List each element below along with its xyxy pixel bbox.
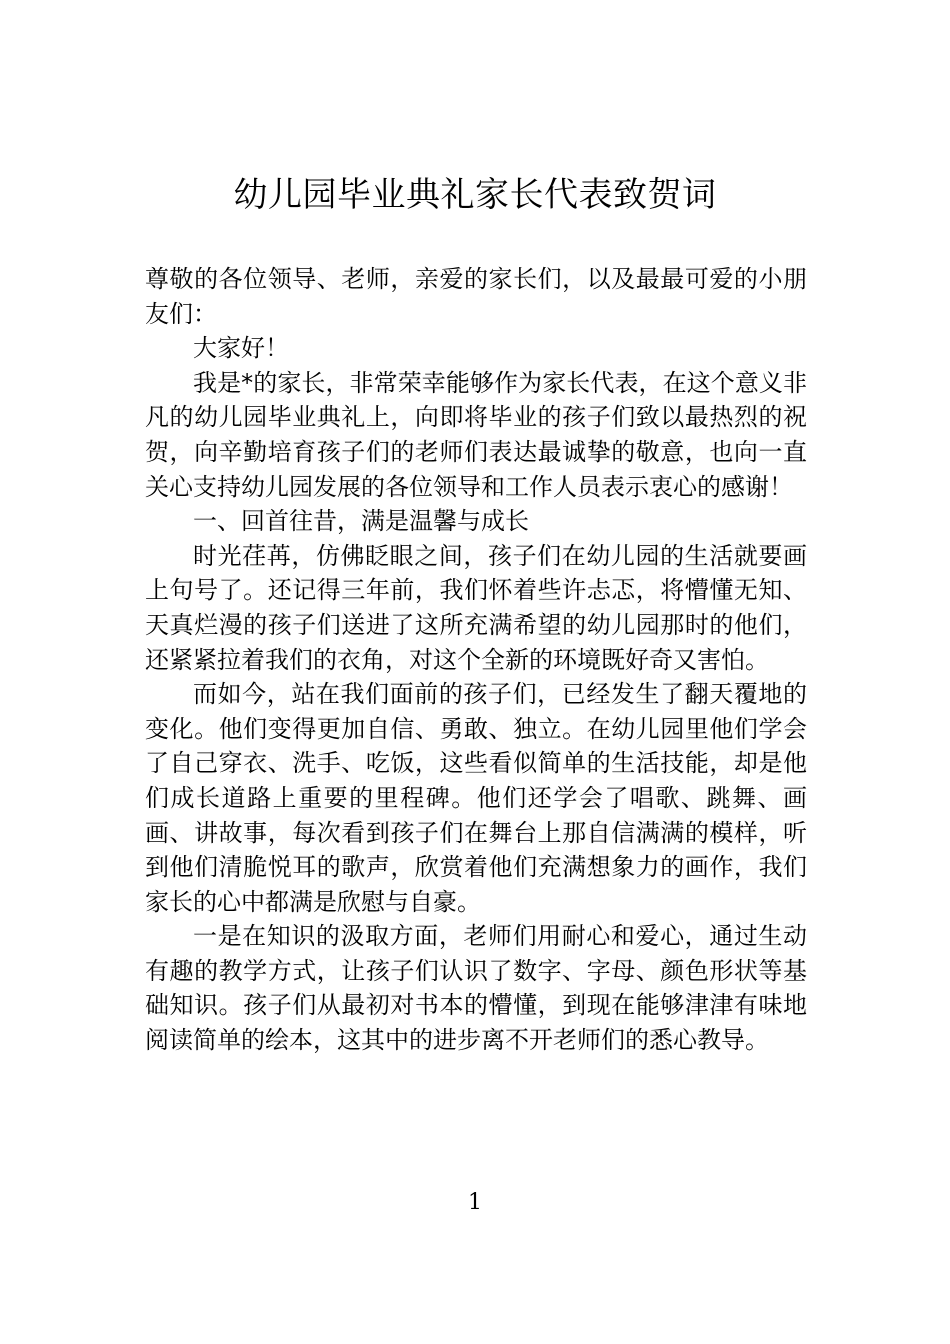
- body-paragraph: 时光荏苒，仿佛眨眼之间，孩子们在幼儿园的生活就要画上句号了。还记得三年前，我们怀着些许忐忑，将懵懂无知、天真烂漫的孩子们送进了这所充满希望的幼儿园那时的他们，还紧紧拉着我们的衣角，对这个全新的环境既好奇又害怕。: [145, 541, 807, 674]
- introduction-paragraph: 我是*的家长，非常荣幸能够作为家长代表，在这个意义非凡的幼儿园毕业典礼上，向即将毕业的孩子们致以最热烈的祝贺，向辛勤培育孩子们的老师们表达最诚挚的敬意，也向一直关心支持幼儿园发展的各位领导和工作人员表示衷心的感谢！: [145, 368, 807, 501]
- document-body: [145, 262, 807, 1058]
- salutation-paragraph: 尊敬的各位领导、老师，亲爱的家长们，以及最最可爱的小朋友们：: [145, 265, 807, 328]
- section-heading: 一、回首往昔，满是温馨与成长: [193, 507, 529, 536]
- greeting-paragraph: 大家好！: [193, 334, 289, 363]
- document-title: 幼儿园毕业典礼家长代表致贺词: [233, 175, 717, 215]
- body-paragraph: 一是在知识的汲取方面，老师们用耐心和爱心，通过生动有趣的教学方式，让孩子们认识了数字、字母、颜色形状等基础知识。孩子们从最初对书本的懵懂，到现在能够津津有味地阅读简单的绘本，这其中的进步离不开老师们的悉心教导。: [145, 922, 807, 1055]
- body-paragraph: 而如今，站在我们面前的孩子们，已经发生了翻天覆地的变化。他们变得更加自信、勇敢、独立。在幼儿园里他们学会了自己穿衣、洗手、吃饭，这些看似简单的生活技能，却是他们成长道路上重要的里程碑。他们还学会了唱歌、跳舞、画画、讲故事，每次看到孩子们在舞台上那自信满满的模样，听到他们清脆悦耳的歌声，欣赏着他们充满想象力的画作，我们家长的心中都满是欣慰与自豪。: [145, 680, 807, 916]
- page-number: 1: [468, 1190, 482, 1215]
